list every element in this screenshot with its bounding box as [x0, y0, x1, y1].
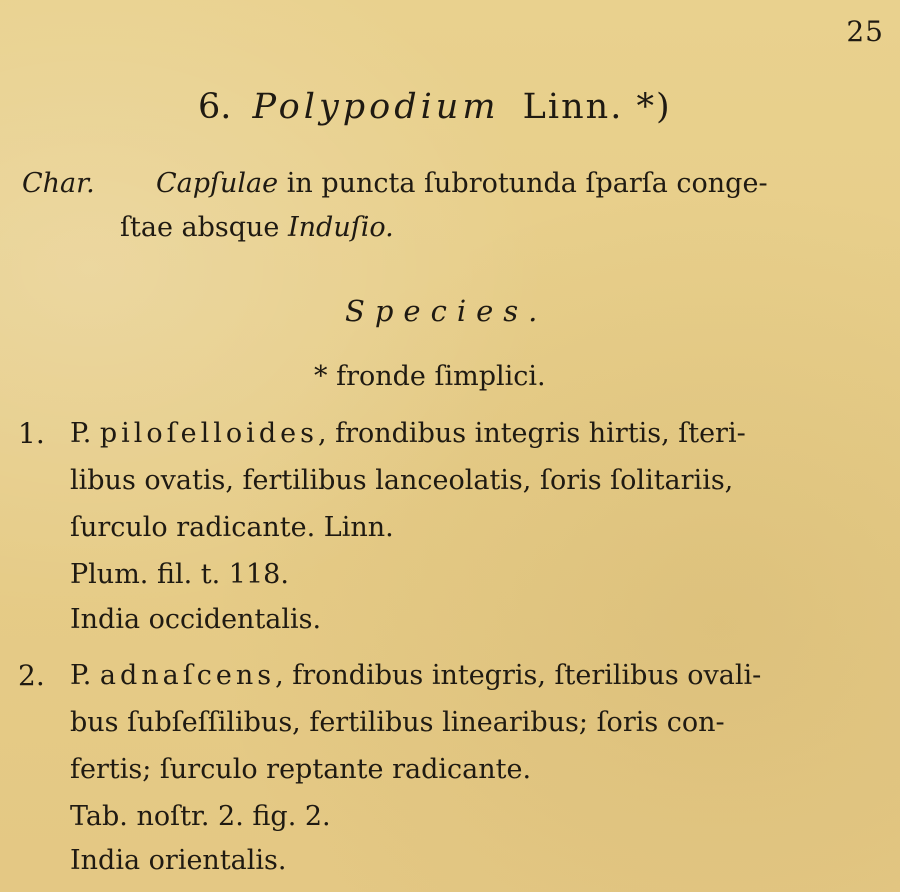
section-subheading: * fronde ſimplici.: [314, 361, 546, 392]
entry-number: 1.: [18, 417, 45, 450]
genus-number: 6.: [198, 87, 232, 127]
page-number: 25: [846, 15, 884, 48]
entry-genus-abbrev: P.: [70, 418, 100, 449]
character-line-1: [156, 170, 768, 197]
character-line-2: [120, 214, 394, 241]
genus-name: Polypodium: [252, 87, 500, 127]
species-heading: Species.: [345, 294, 548, 328]
entry-locality: India orientalis.: [70, 845, 287, 876]
species-name: adnaſcens: [99, 660, 276, 691]
entry-line: bus ſubſeſſilibus, fertilibus linearibus; ſoris con-: [70, 707, 725, 738]
entry-reference: Tab. noſtr. 2. fig. 2.: [70, 801, 331, 832]
entry-reference: Plum. fil. t. 118.: [70, 559, 289, 590]
character-capsulae: Capſulae: [156, 168, 279, 199]
character-label: Char.: [22, 168, 95, 199]
genus-heading: [198, 87, 672, 127]
genus-authority: Linn. *): [522, 87, 672, 127]
entry-genus-abbrev: P.: [70, 660, 100, 691]
entry-line: [70, 420, 746, 447]
character-line-1-rest: in puncta ſubrotunda ſparſa conge-: [278, 168, 768, 199]
character-line-2-start: ſtae absque: [120, 212, 288, 243]
entry-description: , frondibus integris, ſterilibus ovali-: [275, 660, 762, 691]
entry-line: [70, 662, 761, 689]
species-name: piloſelloides: [99, 418, 318, 449]
entry-line: libus ovatis, fertilibus lanceolatis, ſoris ſolitariis,: [70, 465, 734, 496]
character-indusio: Induſio.: [287, 212, 394, 243]
entry-description: , frondibus integris hirtis, ſteri-: [317, 418, 746, 449]
entry-locality: India occidentalis.: [70, 604, 322, 635]
entry-line: ſurculo radicante. Linn.: [70, 512, 394, 543]
entry-number: 2.: [18, 659, 45, 692]
entry-line: fertis; ſurculo reptante radicante.: [70, 754, 532, 785]
